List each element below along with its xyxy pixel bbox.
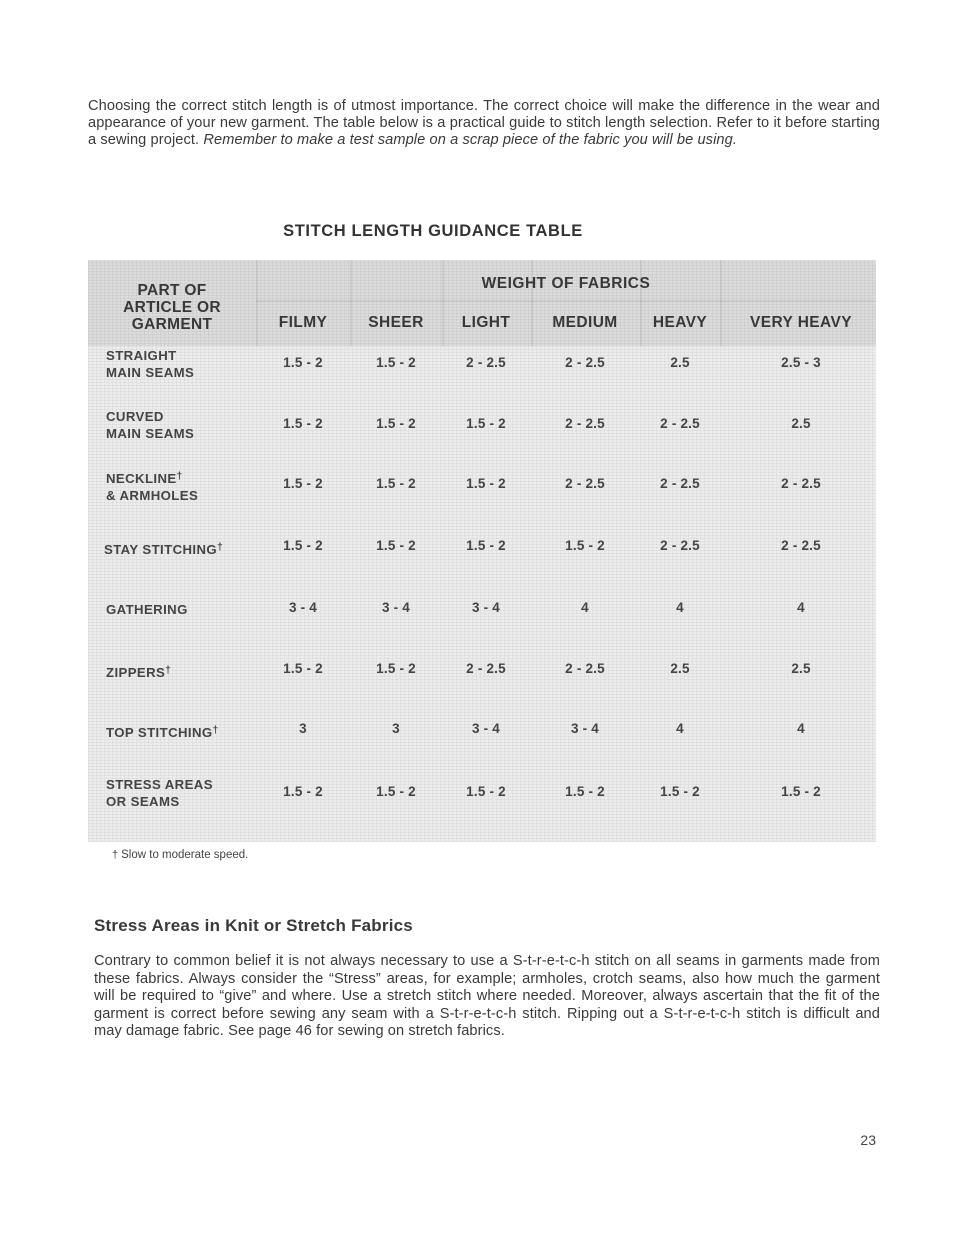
row-label-line (106, 347, 256, 364)
row-label-text: STAY STITCHING (104, 541, 218, 557)
row-label-line (106, 722, 256, 741)
column-header-very-heavy: VERY HEAVY (750, 314, 852, 331)
table-cell: 1.5 - 2 (565, 784, 605, 799)
table-cell: 2 - 2.5 (565, 416, 605, 431)
table-cell: 1.5 - 2 (376, 661, 416, 676)
part-header-line-3: GARMENT (131, 316, 213, 333)
table-cell: 2 - 2.5 (660, 476, 700, 491)
row-label-text: TOP STITCHING (106, 724, 213, 740)
column-divider (720, 260, 722, 346)
row-label-text: CURVED (106, 409, 164, 424)
table-cell: 1.5 - 2 (283, 476, 323, 491)
row-label (104, 539, 254, 558)
table-cell: 2 - 2.5 (466, 661, 506, 676)
table-cell: 4 (797, 600, 805, 615)
row-label (106, 722, 256, 741)
table-cell: 1.5 - 2 (376, 538, 416, 553)
row-label-text: STRAIGHT (106, 348, 177, 363)
table-cell: 1.5 - 2 (283, 661, 323, 676)
table-cell: 1.5 - 2 (466, 538, 506, 553)
table-cell: 4 (797, 721, 805, 736)
row-label (106, 408, 256, 442)
column-header-light: LIGHT (461, 314, 511, 331)
table-cell: 1.5 - 2 (466, 784, 506, 799)
table-cell: 3 - 4 (288, 600, 317, 615)
dagger-mark: † (217, 541, 224, 553)
table-cell: 1.5 - 2 (283, 538, 323, 553)
table-cell: 2.5 - 3 (781, 355, 821, 370)
column-divider (256, 260, 258, 346)
column-header-filmy: FILMY (278, 314, 328, 331)
column-divider (531, 260, 533, 346)
table-cell: 4 (676, 721, 684, 736)
row-label-text: NECKLINE (106, 471, 177, 486)
table-cell: 2 - 2.5 (565, 355, 605, 370)
table-cell: 1.5 - 2 (466, 476, 506, 491)
part-header-line-1: PART OF (137, 282, 207, 299)
table-cell: 2.5 (670, 661, 690, 676)
table-cell: 2.5 (791, 661, 811, 676)
intro-paragraph (88, 98, 880, 149)
row-label-line (106, 487, 256, 504)
column-header-heavy: HEAVY (652, 314, 708, 331)
table-cell: 1.5 - 2 (376, 416, 416, 431)
row-label-line (106, 408, 256, 425)
row-label-text: & ARMHOLES (106, 488, 199, 503)
row-label-line (106, 425, 256, 442)
table-cell: 1.5 - 2 (376, 355, 416, 370)
table-cell: 2 - 2.5 (466, 355, 506, 370)
row-label (106, 776, 256, 810)
part-of-garment-header (88, 282, 256, 333)
table-footnote (112, 849, 248, 861)
table-cell: 2 - 2.5 (565, 476, 605, 491)
row-label-line (104, 539, 254, 558)
section-body: Contrary to common belief it is not always necessary to use a S-t-r-e-t-c-h stitch on all seams in garments made from these fabrics. Always consider the “Stress” areas, for example; armholes, crotch seams, also how much the garment will be required to “give” and where. Use a stretch stitch where needed. Moreover, always ascertain that the fit of the garment is correct before sewing any seam with a S-t-r-e-t-c-h stitch. Ripping out a S-t-r-e-t-c-h stitch is difficult and may damage fabric. See page 46 for sewing on stretch fabrics. (94, 953, 880, 1039)
row-label-text: ZIPPERS (106, 664, 166, 680)
dagger-mark: † (176, 471, 183, 482)
part-header-line-2: ARTICLE OR (123, 299, 221, 316)
row-label-text: STRESS AREAS (106, 777, 213, 792)
table-cell: 1.5 - 2 (660, 784, 700, 799)
page-number: 23 (860, 1132, 876, 1148)
table-cell: 4 (676, 600, 684, 615)
table-cell: 3 - 4 (471, 721, 500, 736)
column-header-sheer: SHEER (368, 314, 424, 331)
intro-text: Choosing the correct stitch length is of utmost importance. The correct choice will make the difference in the wear and appearance of your new garment. The table below is a practical guide to stitch length selection. Refer to it before starting a sewing project. (88, 98, 880, 148)
row-label (106, 601, 256, 618)
table-cell: 3 (299, 721, 307, 736)
row-label-text: GATHERING (106, 601, 188, 617)
table-cell: 2 - 2.5 (781, 538, 821, 553)
table-cell: 1.5 - 2 (565, 538, 605, 553)
column-divider (350, 260, 352, 346)
section-heading: Stress Areas in Knit or Stretch Fabrics (94, 916, 413, 935)
table-cell: 2.5 (670, 355, 690, 370)
table-cell: 1.5 - 2 (466, 416, 506, 431)
weight-of-fabrics-header: WEIGHT OF FABRICS (481, 275, 651, 292)
table-cell: 3 (392, 721, 400, 736)
table-cell: 1.5 - 2 (283, 416, 323, 431)
footnote-dagger: † (112, 849, 119, 861)
column-divider (442, 260, 444, 346)
column-divider (640, 260, 642, 346)
table-cell: 3 - 4 (570, 721, 599, 736)
column-header-medium: MEDIUM (552, 314, 618, 331)
row-label (106, 662, 256, 681)
table-cell: 1.5 - 2 (376, 784, 416, 799)
table-cell: 2 - 2.5 (781, 476, 821, 491)
table-cell: 2 - 2.5 (660, 416, 700, 431)
row-label-text: MAIN SEAMS (106, 426, 195, 441)
row-label-line (106, 662, 256, 681)
row-label-line (106, 793, 256, 810)
row-label (106, 347, 256, 381)
row-label-line (106, 364, 256, 381)
row-label-line (106, 776, 256, 793)
header-divider (256, 300, 876, 302)
row-label-text: OR SEAMS (106, 794, 180, 809)
table-cell: 2 - 2.5 (565, 661, 605, 676)
table-cell: 3 - 4 (381, 600, 410, 615)
row-label-text: MAIN SEAMS (106, 365, 195, 380)
table-cell: 2 - 2.5 (660, 538, 700, 553)
table-cell: 1.5 - 2 (781, 784, 821, 799)
dagger-mark: † (212, 724, 219, 736)
stitch-length-table (88, 260, 876, 842)
table-cell: 4 (581, 600, 589, 615)
table-cell: 2.5 (791, 416, 811, 431)
table-cell: 1.5 - 2 (283, 355, 323, 370)
intro-italic-note: Remember to make a test sample on a scrap piece of the fabric you will be using. (203, 132, 738, 148)
footnote-text: Slow to moderate speed. (121, 849, 249, 861)
row-label-line (106, 601, 256, 618)
row-label (106, 468, 256, 504)
row-label-line (106, 468, 256, 487)
table-cell: 1.5 - 2 (376, 476, 416, 491)
table-cell: 3 - 4 (471, 600, 500, 615)
table-cell: 1.5 - 2 (283, 784, 323, 799)
dagger-mark: † (165, 664, 172, 676)
table-title: STITCH LENGTH GUIDANCE TABLE (283, 222, 583, 240)
